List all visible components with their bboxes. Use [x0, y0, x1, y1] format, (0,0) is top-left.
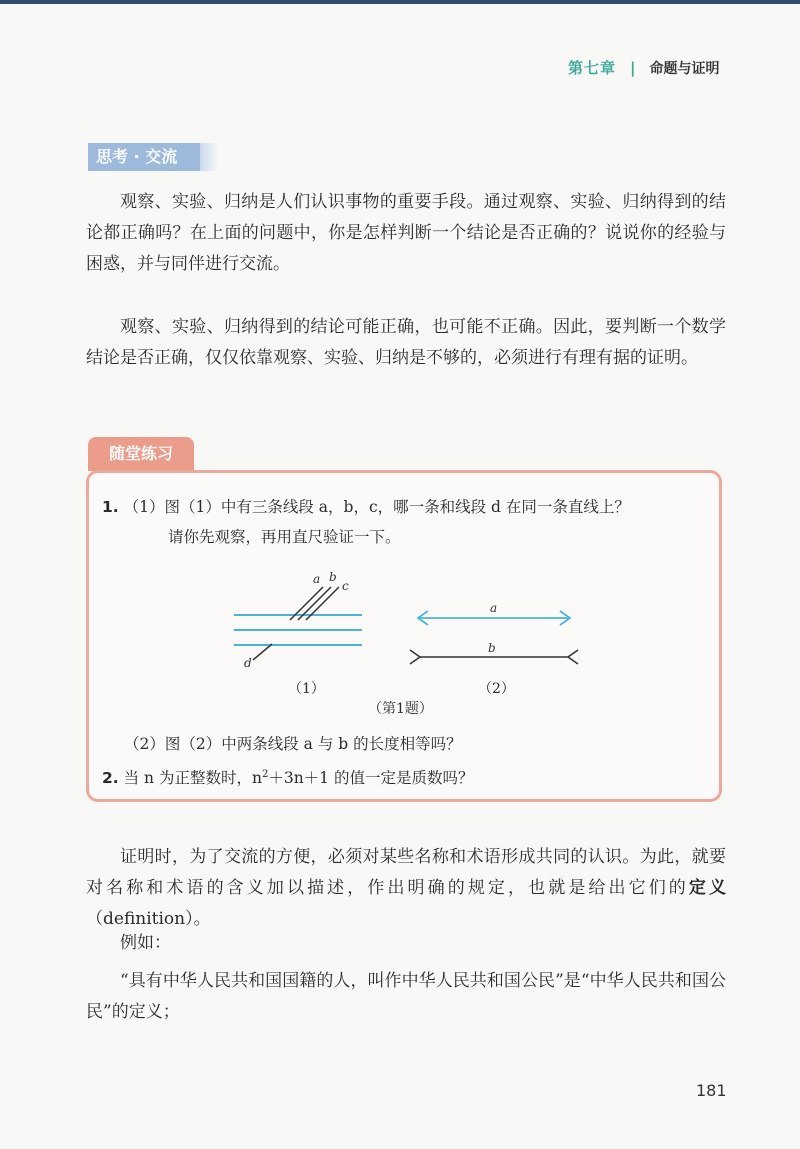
exercise-q2	[102, 764, 473, 789]
fig1-caption: （1）	[288, 681, 325, 697]
fig2-tail-left	[410, 650, 420, 664]
figure-caption: （第1题）	[368, 701, 433, 717]
page-number: 181	[696, 1081, 727, 1100]
fig2-label-a: a	[490, 601, 498, 615]
fig1-label-b: b	[329, 570, 337, 584]
fig1-label-a: a	[313, 572, 321, 586]
running-header	[568, 57, 720, 78]
page-top-edge	[0, 0, 800, 4]
definition-term: 定义	[688, 878, 727, 898]
paragraph-proof-needed: 观察、实验、归纳得到的结论可能正确，也可能不正确。因此，要判断一个数学结论是否正确，仅仅依靠观察、实验、归纳是不够的，必须进行有理有据的证明。	[86, 317, 726, 368]
header-separator: |	[630, 58, 636, 77]
paragraph-citizen-definition: “具有中华人民共和国国籍的人，叫作中华人民共和国公民”是“中华人民共和国公民”的定义；	[86, 971, 726, 1022]
exercise-q1-part2: （2）图（2）中两条线段 a 与 b 的长度相等吗？	[124, 735, 462, 753]
paragraph-definition	[86, 842, 726, 935]
chapter-label: 第七章	[568, 59, 617, 77]
exercise-tag: 随堂练习	[88, 437, 194, 471]
paragraph-observe: 观察、实验、归纳是人们认识事物的重要手段。通过观察、实验、归纳得到的结论都正确吗？在上面的问题中，你是怎样判断一个结论是否正确的？说说你的经验与困惑，并与同伴进行交流。	[86, 192, 726, 274]
fig1-label-c: c	[342, 579, 349, 593]
fig1-segment-d	[253, 644, 272, 660]
paragraph-example-intro: 例如：	[120, 933, 171, 953]
tag-fade-decoration	[200, 143, 218, 171]
exercise-figure	[220, 570, 600, 680]
definition-text-a: 证明时，为了交流的方便，必须对某些名称和术语形成共同的认识。为此，就要对名称和术语的含义加以描述，作出明确的规定，也就是给出它们的	[86, 847, 726, 898]
think-discuss-label: 思考 · 交流	[88, 143, 200, 171]
fig2-caption: （2）	[478, 681, 515, 697]
q1-text: （1）图（1）中有三条线段 a，b，c，哪一条和线段 d 在同一条直线上？	[123, 498, 630, 516]
fig2-label-b: b	[488, 641, 496, 655]
fig2-tail-right	[568, 650, 578, 664]
think-discuss-tag	[88, 143, 212, 171]
q1-number: 1.	[102, 498, 119, 516]
exercise-q1-line2: 请你先观察，再用直尺验证一下。	[168, 528, 401, 546]
fig1-label-d: d	[244, 656, 252, 670]
exercise-q1-line1	[102, 496, 630, 518]
q2-text-pre: 当 n 为正整数时，n	[123, 769, 262, 788]
q2-text-post: ＋3n＋1 的值一定是质数吗？	[268, 769, 474, 788]
q2-exponent: 2	[261, 769, 269, 780]
q2-number: 2.	[102, 769, 119, 788]
chapter-title: 命题与证明	[649, 60, 720, 77]
definition-text-b: （definition）。	[86, 909, 211, 929]
